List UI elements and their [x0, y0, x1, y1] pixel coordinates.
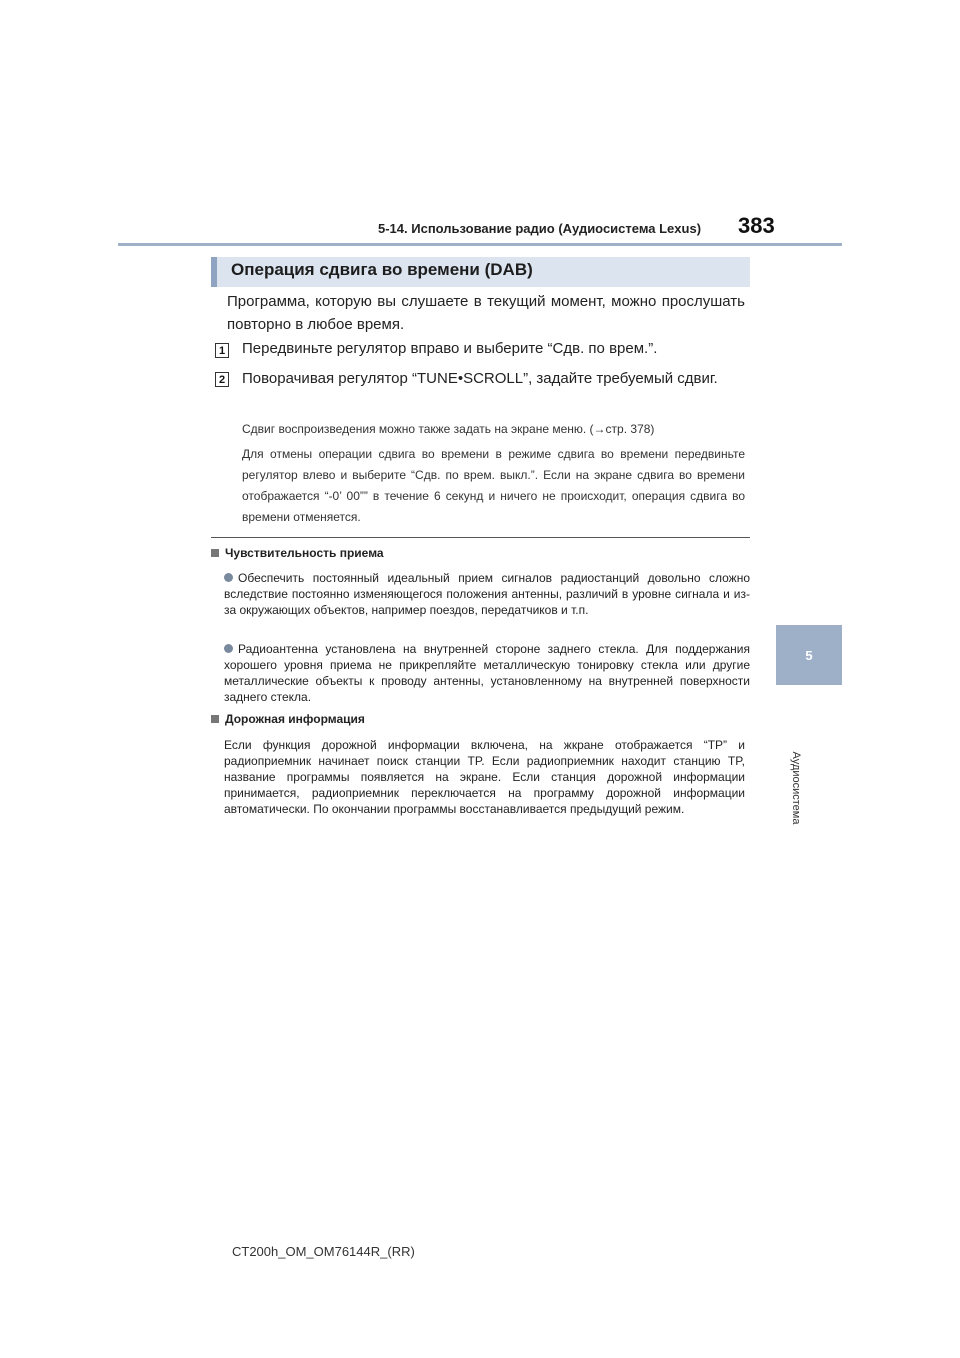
step-note: Для отмены операции сдвига во времени в режиме сдвига во времени передвиньте регулятор влево и выберите “Сдв. по врем. выкл.”. Если на экране сдвига во времени отображается “-0’ 00”” в течение 6 секунд и ничего не происходит, операция сдвига во времени отменяется. [242, 447, 745, 524]
section-header [211, 257, 750, 287]
circle-bullet-icon [224, 573, 233, 582]
step-number-badge: 1 [215, 343, 229, 358]
list-item [224, 570, 750, 618]
step-note: Сдвиг воспроизведения можно также задать на экране меню. (→стр. 378) [242, 422, 655, 436]
circle-bullet-icon [224, 644, 233, 653]
traffic-info-paragraph: Если функция дорожной информации включена, на жкране отображается “TP” и радиоприемник начинает поиск станции TP. Если радиоприемник находит станцию TP, название программы появляется на экране. Если станция дорожной информации принимается, радиоприемник переключается на программу дорожной информации автоматически. По окончании программы восстанавливается предыдущий режим. [224, 738, 745, 816]
section-title: Операция сдвига во времени (DAB) [231, 260, 533, 279]
chapter-tab[interactable] [776, 625, 842, 685]
document-code: CT200h_OM_OM76144R_(RR) [232, 1244, 415, 1259]
square-bullet-icon [211, 549, 219, 557]
section-divider [211, 537, 750, 538]
subsection-heading [211, 712, 365, 726]
chapter-tab-number: 5 [805, 647, 813, 663]
chapter-title: 5-14. Использование радио (Аудиосистема Lexus) [378, 221, 702, 236]
list-item-text: Обеспечить постоянный идеальный прием сигналов радиостанций довольно сложно вследствие постоянно изменяющегося положения антенны, различий в уровне сигнала и из-за окружающих объектов, например поездов, передатчиков и т.п. [224, 571, 750, 617]
list-item [224, 641, 750, 705]
page-number: 383 [738, 213, 775, 238]
subsection-heading-text: Дорожная информация [225, 712, 365, 726]
section-intro: Программа, которую вы слушаете в текущий момент, можно прослушать повторно в любое время. [227, 293, 745, 333]
chapter-tab-label: Аудиосистема [790, 751, 802, 825]
step-text: Поворачивая регулятор “TUNE•SCROLL”, задайте требуемый сдвиг. [242, 370, 718, 387]
step-number-badge: 2 [215, 372, 229, 387]
step-text: Передвиньте регулятор вправо и выберите “Сдв. по врем.”. [242, 340, 658, 357]
header-divider [118, 243, 842, 246]
square-bullet-icon [211, 715, 219, 723]
subsection-heading [211, 546, 384, 560]
list-item-text: Радиоантенна установлена на внутренней стороне заднего стекла. Для поддержания хорошего уровня приема не прикрепляйте металлическую тонировку стекла или другие металлические объекты к проводу антенны, установленному на внутренней поверхности заднего стекла. [224, 642, 750, 704]
subsection-heading-text: Чувствительность приема [225, 546, 384, 560]
